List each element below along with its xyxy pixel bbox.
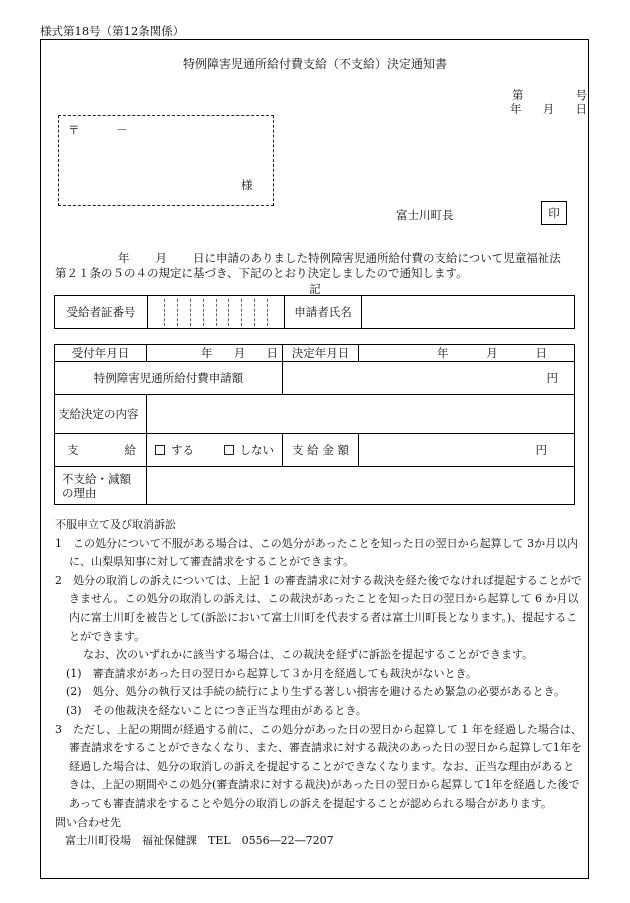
payment-label-kyu: 給 xyxy=(124,443,136,457)
note-2: 2 処分の取消しの訴えについては、上記 1 の審査請求に対する裁決を経た後でなければ提起することができません。この処分の取消しの訴えは、この裁決があったことを知った日の翌日から起算して 6 か月以内に富士川町を被告として(訴訟において富士川町を代表する者は富士川町長となります。)、提起することができます。 xyxy=(55,573,582,643)
body-line-2: 第２１条の５の４の規定に基づき、下記のとおり決定しましたので通知します。 xyxy=(55,266,468,280)
decision-day: 日 xyxy=(535,346,547,360)
option-yes[interactable] xyxy=(155,442,194,458)
reason-label xyxy=(55,467,147,505)
decision-date-field[interactable] xyxy=(359,345,575,362)
ki-heading: 記 xyxy=(309,282,321,296)
contact-heading: 問い合わせ先 xyxy=(55,815,121,829)
decision-month: 月 xyxy=(486,346,498,360)
doc-number-go: 号 xyxy=(575,88,587,102)
decision-content-label: 支給決定の内容 xyxy=(55,395,147,434)
note-1: 1 この処分について不服がある場合は、この処分があったことを知った日の翌日から起算して 3か月以内に、山梨県知事に対して審査請求をすることができます。 xyxy=(55,536,579,569)
certificate-table xyxy=(54,295,575,329)
document-title: 特例障害児通所給付費支給（不支給）決定通知書 xyxy=(182,57,447,71)
decision-year: 年 xyxy=(437,346,449,360)
note-2-supplement: なお、次のいずれかに該当する場合は、この裁決を経ずに訴訟を提起することができます。 xyxy=(83,648,534,662)
received-date-field[interactable] xyxy=(147,345,283,362)
doc-number-dai: 第 xyxy=(512,88,524,102)
cert-number-field[interactable] xyxy=(148,296,285,329)
doc-date-year: 年 xyxy=(510,102,522,116)
decision-date-label: 決定年月日 xyxy=(283,345,359,362)
amount-yen-unit: 円 xyxy=(546,371,558,385)
document-date xyxy=(510,101,587,117)
appeal-notes xyxy=(55,516,585,851)
applicant-name-label: 申請者氏名 xyxy=(285,296,362,329)
reason-field[interactable] xyxy=(147,467,575,505)
note-3: 3 ただし、上記の期間が経過する前に、この処分があった日の翌日から起算して 1 年を経過した場合は、審査請求をすることができなくなり、また、審査請求に対する裁決のあった日の翌日から起算して1年を経過した場合は、処分の取消しの訴えを提起することができなくなります。なお、正当な理由があるときは、上記の期間やこの処分(審査請求に対する裁決)があった日の翌日から起算して1年を経過した後であっても審査請求をすることや処分の取消しの訴えを提起することが認められる場合があります。 xyxy=(55,722,582,810)
payment-amount-label: 支 給 金 額 xyxy=(283,434,359,467)
doc-date-month: 月 xyxy=(542,102,555,116)
contact-info: 富士川町役場 福祉保健課 TEL 0556―22―7207 xyxy=(65,834,334,848)
decision-table xyxy=(54,344,575,505)
option-no-label: しない xyxy=(239,443,274,457)
reason-label-line-2: の理由 xyxy=(62,485,97,500)
amount-requested-field[interactable] xyxy=(283,362,575,395)
payment-yen-unit: 円 xyxy=(535,443,547,457)
doc-date-day: 日 xyxy=(575,102,587,116)
option-yes-label: する xyxy=(171,443,194,457)
decision-content-field[interactable] xyxy=(147,395,575,434)
note-sub-1: (1) 審査請求があった日の翌日から起算して３か月を経過しても裁決がないとき。 xyxy=(66,666,478,680)
postal-mark: 〒 xyxy=(68,123,80,137)
received-year: 年 xyxy=(201,346,213,360)
payment-label-shi: 支 xyxy=(67,443,79,457)
received-date-label: 受付年月日 xyxy=(55,345,147,362)
payment-amount-field[interactable] xyxy=(359,434,575,467)
body-line-1 xyxy=(118,250,561,266)
honorific-sama: 様 xyxy=(241,178,253,192)
body-line-1-rest: 日に申請のありました特例障害児通所給付費の支給について児童福祉法 xyxy=(193,251,561,265)
cert-number-label: 受給者証番号 xyxy=(55,296,148,329)
payment-label xyxy=(55,434,147,467)
form-number-label: 様式第18号（第12条関係） xyxy=(40,24,185,38)
seal-box: 印 xyxy=(541,201,567,225)
notes-heading: 不服申立て及び取消訴訟 xyxy=(55,518,176,531)
checkbox-yes[interactable] xyxy=(155,445,165,455)
postal-dash: － xyxy=(116,123,128,137)
checkbox-no[interactable] xyxy=(224,445,234,455)
note-sub-3: (3) その他裁決を経ないことにつき正当な理由があるとき。 xyxy=(66,703,367,717)
payment-options xyxy=(147,434,283,467)
body-year: 年 xyxy=(118,251,130,265)
note-sub-2: (2) 処分、処分の執行又は手続の続行により生ずる著しい損害を避けるため緊急の必要があるとき。 xyxy=(66,685,566,699)
body-month: 月 xyxy=(155,251,167,265)
option-no[interactable] xyxy=(224,442,275,458)
issuer-name: 富士川町長 xyxy=(396,208,454,222)
applicant-name-field[interactable] xyxy=(362,296,575,329)
reason-label-line-1: 不支給・減額 xyxy=(62,471,131,486)
received-month: 月 xyxy=(233,346,246,360)
received-day: 日 xyxy=(266,346,278,360)
amount-requested-label: 特例障害児通所給付費申請額 xyxy=(55,362,283,395)
